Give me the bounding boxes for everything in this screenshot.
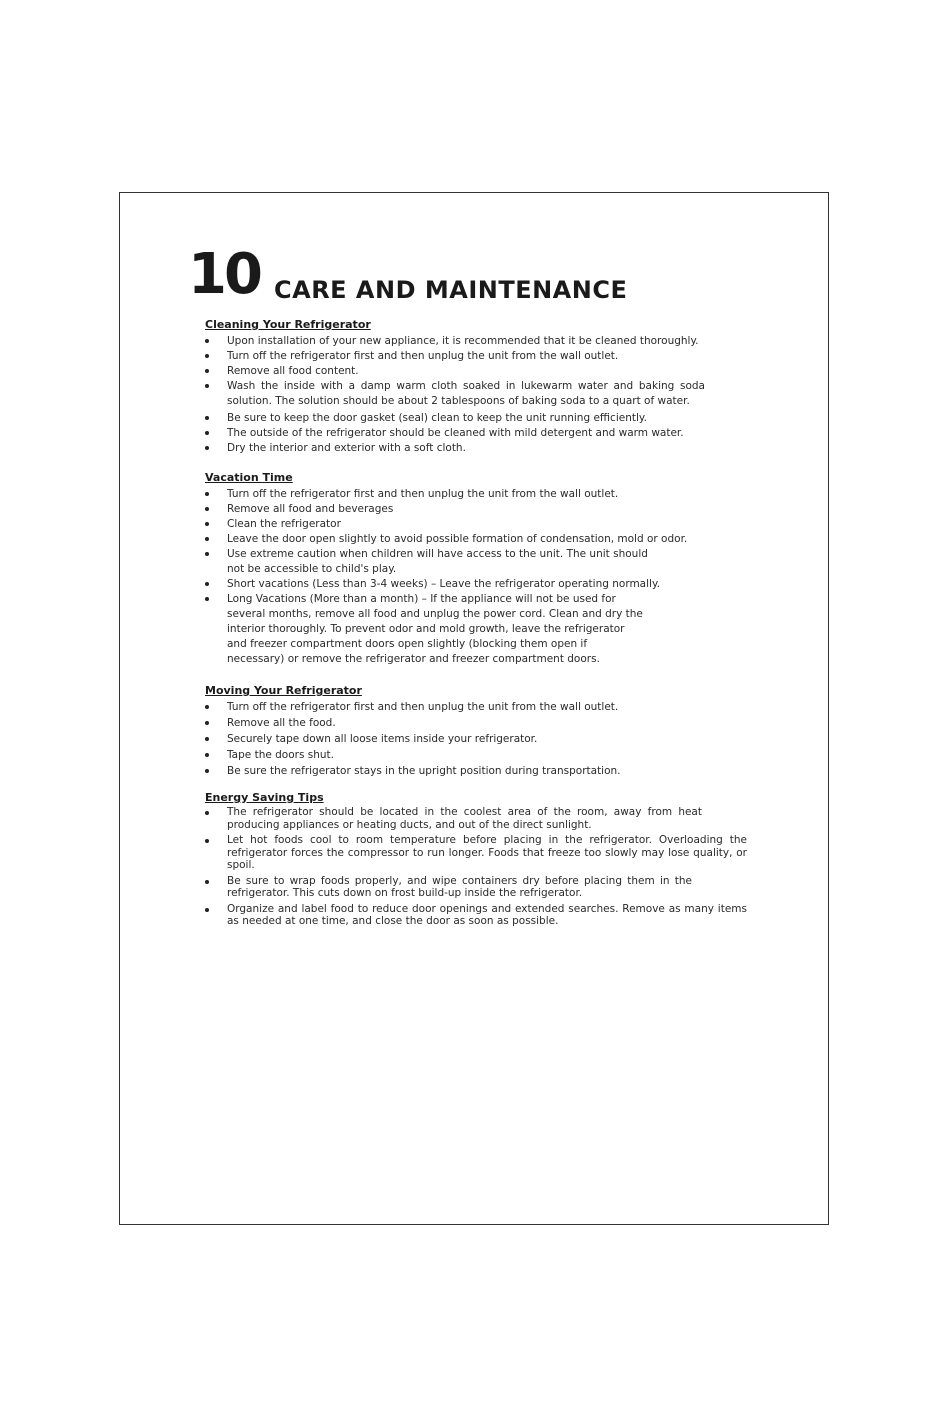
list-item-text: The outside of the refrigerator should be cleaned with mild detergent and warm water. — [227, 427, 684, 439]
bullet-list — [205, 700, 705, 779]
list-item — [205, 379, 705, 409]
list-item-text: Be sure to wrap foods properly, and wipe containers dry before placing them in the refrigerator. This cuts down on frost build-up inside the refrigerator. — [227, 874, 692, 899]
list-item-text: Short vacations (Less than 3-4 weeks) – Leave the refrigerator operating normally. — [227, 578, 661, 590]
list-item — [205, 334, 705, 349]
section-heading: Cleaning Your Refrigerator — [205, 318, 371, 331]
bullet-icon — [205, 880, 209, 884]
bullet-icon — [205, 369, 209, 373]
section-heading: Energy Saving Tips — [205, 791, 324, 804]
section-vacation — [205, 471, 700, 667]
section-cleaning — [205, 318, 705, 456]
list-item-text: Securely tape down all loose items inside your refrigerator. — [227, 733, 538, 745]
bullet-icon — [205, 492, 209, 496]
list-item-text: Long Vacations (More than a month) – If the appliance will not be used for several months, remove all food and unplug the power cord. Clean and dry the interior thoroughly. To prevent odor and mold growth, leave the refrigerator and freezer compartment doors open slightly (blocking them open if necessary) or remove the refrigerator and freezer compartment doors. — [227, 593, 643, 665]
bullet-icon — [205, 522, 209, 526]
bullet-icon — [205, 339, 209, 343]
list-item-text: Dry the interior and exterior with a soft cloth. — [227, 442, 466, 454]
list-item — [205, 577, 700, 592]
bullet-icon — [205, 507, 209, 511]
list-item-text: Clean the refrigerator — [227, 518, 341, 530]
chapter-number: 10 — [188, 242, 260, 307]
bullet-icon — [205, 431, 209, 435]
bullet-list — [205, 334, 705, 456]
section-energy-saving — [205, 791, 747, 931]
list-item — [205, 700, 705, 715]
list-item-text: Use extreme caution when children will have access to the unit. The unit should not be accessible to child's play. — [227, 548, 648, 575]
list-item — [205, 426, 705, 441]
list-item — [205, 532, 700, 547]
bullet-icon — [205, 354, 209, 358]
list-item — [205, 487, 700, 502]
bullet-icon — [205, 908, 209, 912]
bullet-icon — [205, 446, 209, 450]
bullet-icon — [205, 537, 209, 541]
list-item-text: Turn off the refrigerator first and then unplug the unit from the wall outlet. — [227, 350, 619, 362]
bullet-icon — [205, 839, 209, 843]
list-item — [205, 517, 700, 532]
list-item — [205, 806, 747, 831]
bullet-icon — [205, 811, 209, 815]
list-item-text: Turn off the refrigerator first and then unplug the unit from the wall outlet. — [227, 488, 619, 500]
list-item-text: Wash the inside with a damp warm cloth soaked in lukewarm water and baking soda solution. The solution should be about 2 tablespoons of baking soda to a quart of water. — [227, 380, 705, 407]
list-item-text: Turn off the refrigerator first and then unplug the unit from the wall outlet. — [227, 701, 619, 713]
section-moving — [205, 684, 705, 779]
bullet-icon — [205, 582, 209, 586]
chapter-title: CARE AND MAINTENANCE — [274, 276, 628, 304]
list-item — [205, 592, 700, 667]
bullet-icon — [205, 597, 209, 601]
list-item-text: Organize and label food to reduce door openings and extended searches. Remove as many items as needed at one time, and close the door as soon as possible. — [227, 902, 747, 927]
list-item-text: Be sure the refrigerator stays in the upright position during transportation. — [227, 765, 621, 777]
list-item — [205, 364, 705, 379]
bullet-icon — [205, 416, 209, 420]
list-item-text: Upon installation of your new appliance, it is recommended that it be cleaned thoroughly. — [227, 335, 699, 347]
list-item — [205, 875, 747, 900]
list-item — [205, 411, 705, 426]
list-item-text: Remove all the food. — [227, 717, 336, 729]
bullet-list — [205, 806, 747, 928]
bullet-icon — [205, 721, 209, 725]
list-item-text: Leave the door open slightly to avoid possible formation of condensation, mold or odor. — [227, 533, 688, 545]
section-heading: Moving Your Refrigerator — [205, 684, 362, 697]
list-item-text: Be sure to keep the door gasket (seal) clean to keep the unit running efficiently. — [227, 412, 647, 424]
list-item — [205, 502, 700, 517]
list-item — [205, 834, 747, 872]
list-item — [205, 441, 705, 456]
bullet-list — [205, 487, 700, 667]
list-item — [205, 748, 705, 763]
bullet-icon — [205, 552, 209, 556]
bullet-icon — [205, 737, 209, 741]
list-item-text: The refrigerator should be located in the coolest area of the room, away from heat producing appliances or heating ducts, and out of the direct sunlight. — [227, 806, 702, 831]
list-item-text: Remove all food and beverages — [227, 503, 394, 515]
list-item — [205, 716, 705, 731]
section-heading: Vacation Time — [205, 471, 293, 484]
bullet-icon — [205, 384, 209, 388]
list-item-text: Tape the doors shut. — [227, 749, 335, 761]
bullet-icon — [205, 705, 209, 709]
list-item — [205, 349, 705, 364]
list-item — [205, 547, 700, 577]
bullet-icon — [205, 769, 209, 773]
list-item-text: Let hot foods cool to room temperature before placing in the refrigerator. Overloading the refrigerator forces the compressor to run longer. Foods that freeze too slowly may lose quality, or spoil. — [227, 834, 747, 871]
list-item — [205, 764, 705, 779]
bullet-icon — [205, 753, 209, 757]
list-item-text: Remove all food content. — [227, 365, 359, 377]
list-item — [205, 903, 747, 928]
list-item — [205, 732, 705, 747]
